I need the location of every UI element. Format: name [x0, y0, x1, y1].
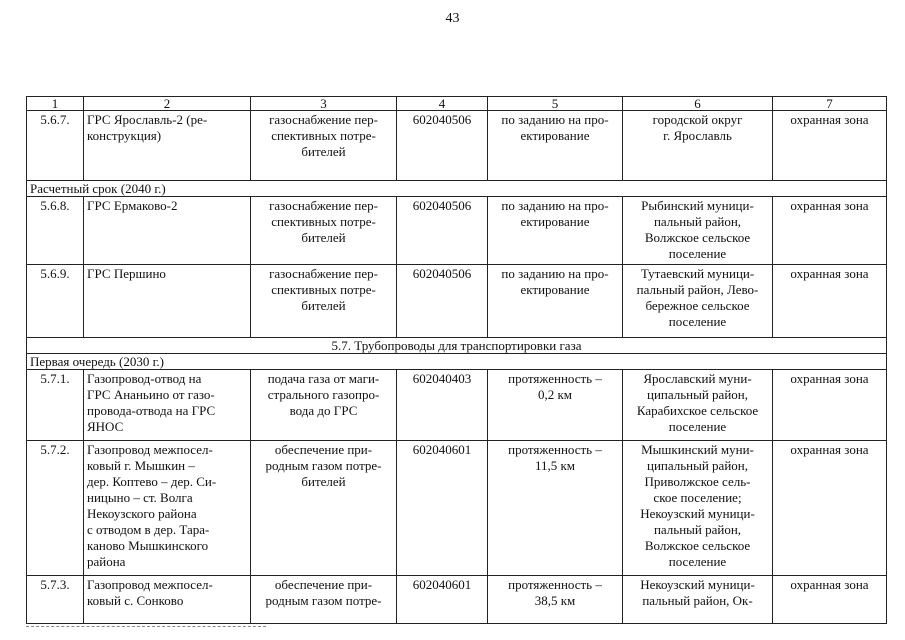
object-purpose-line: бителей — [301, 144, 346, 159]
object-parameters-line: по заданию на про- — [501, 112, 609, 127]
object-name — [84, 197, 251, 265]
zone-type: охранная зона — [773, 576, 887, 624]
row-number: 5.6.8. — [27, 197, 84, 265]
object-location-line: г. Ярославль — [663, 128, 732, 143]
object-location — [623, 441, 773, 576]
data-table — [26, 96, 887, 624]
object-purpose-line: родным газом потре- — [265, 458, 382, 473]
object-purpose-line: родным газом потре- — [265, 593, 382, 608]
object-parameters — [488, 441, 623, 576]
object-parameters — [488, 265, 623, 338]
header-row — [27, 97, 887, 111]
row-number: 5.7.1. — [27, 370, 84, 441]
object-location-line: ципальный район, — [646, 387, 748, 402]
object-name-line: дер. Коптево – дер. Си- — [87, 474, 217, 489]
page-number: 43 — [445, 11, 460, 26]
object-name-line: конструкция) — [87, 128, 162, 143]
zone-type: охранная зона — [773, 111, 887, 181]
object-purpose-line: бителей — [301, 230, 346, 245]
object-code: 602040601 — [397, 576, 488, 624]
object-name — [84, 576, 251, 624]
object-location-line: Мышкинский муни- — [641, 442, 754, 457]
object-parameters-line: протяженность – — [508, 442, 602, 457]
zone-type: охранная зона — [773, 197, 887, 265]
row-number: 5.6.9. — [27, 265, 84, 338]
column-header: 1 — [27, 97, 84, 111]
column-header: 5 — [488, 97, 623, 111]
object-location — [623, 265, 773, 338]
object-name — [84, 111, 251, 181]
object-code: 602040403 — [397, 370, 488, 441]
object-name-line: Некоузского района — [87, 506, 197, 521]
object-parameters — [488, 370, 623, 441]
object-purpose-line: стрального газопро- — [267, 387, 380, 402]
zone-type: охранная зона — [773, 265, 887, 338]
object-purpose — [251, 576, 397, 624]
object-code: 602040506 — [397, 197, 488, 265]
object-purpose-line: газоснабжение пер- — [269, 112, 378, 127]
section-title: Расчетный срок (2040 г.) — [27, 181, 887, 197]
object-name-line: провода-отвода на ГРС — [87, 403, 216, 418]
object-parameters-line: 0,2 км — [537, 387, 573, 402]
object-name-line: ГРС Першино — [87, 266, 166, 281]
object-location-line: ципальный район, — [646, 458, 748, 473]
object-name-line: с отводом в дер. Тара- — [87, 522, 210, 537]
object-location-line: Волжское сельское — [644, 538, 751, 553]
object-parameters-line: ектирование — [520, 128, 590, 143]
object-name-line: ГРС Ярославль-2 (ре- — [87, 112, 208, 127]
object-location-line: Приволжское сель- — [644, 474, 751, 489]
object-name — [84, 441, 251, 576]
object-purpose-line: обеспечение при- — [274, 442, 373, 457]
object-parameters-line: по заданию на про- — [501, 198, 609, 213]
object-location-line: ское поселение; — [653, 490, 742, 505]
object-purpose-line: спективных потре- — [271, 214, 376, 229]
object-location — [623, 197, 773, 265]
object-purpose — [251, 197, 397, 265]
zone-type: охранная зона — [773, 441, 887, 576]
object-parameters — [488, 576, 623, 624]
object-parameters-line: ектирование — [520, 282, 590, 297]
object-purpose-line: газоснабжение пер- — [269, 266, 378, 281]
object-name-line: ницыно – ст. Волга — [87, 490, 193, 505]
section-row — [27, 338, 887, 354]
object-location-line: Тутаевский муници- — [640, 266, 755, 281]
object-name-line: Газопровод межпосел- — [87, 442, 213, 457]
object-parameters-line: 11,5 км — [534, 458, 576, 473]
object-location-line: поселение — [668, 419, 727, 434]
object-location-line: поселение — [668, 246, 727, 261]
section-row — [27, 181, 887, 197]
object-name — [84, 265, 251, 338]
object-purpose-line: бителей — [301, 474, 346, 489]
object-location-line: пальный район, Ок- — [642, 593, 753, 608]
object-purpose-line: бителей — [301, 298, 346, 313]
footer-rule — [26, 626, 266, 627]
object-location-line: пальный район, — [653, 522, 742, 537]
object-name-line: ковый г. Мышкин – — [87, 458, 195, 473]
object-location-line: бережное сельское — [645, 298, 750, 313]
object-purpose — [251, 370, 397, 441]
object-purpose-line: подача газа от маги- — [267, 371, 380, 386]
object-name-line: Газопровод межпосел- — [87, 577, 213, 592]
object-location-line: пальный район, Лево- — [636, 282, 759, 297]
column-header: 7 — [773, 97, 887, 111]
section-title: 5.7. Трубопроводы для транспортировки газа — [27, 338, 887, 354]
object-purpose-line: спективных потре- — [271, 128, 376, 143]
object-purpose — [251, 111, 397, 181]
zone-type: охранная зона — [773, 370, 887, 441]
object-location — [623, 576, 773, 624]
table-row — [27, 370, 887, 441]
object-location-line: городской округ — [652, 112, 743, 127]
object-purpose-line: обеспечение при- — [274, 577, 373, 592]
object-location — [623, 111, 773, 181]
object-location-line: Ярославский муни- — [643, 371, 752, 386]
object-name-line: ЯНОС — [87, 419, 124, 434]
object-location-line: поселение — [668, 554, 727, 569]
table-row — [27, 441, 887, 576]
table-row — [27, 576, 887, 624]
row-number: 5.6.7. — [27, 111, 84, 181]
object-purpose — [251, 265, 397, 338]
column-header: 4 — [397, 97, 488, 111]
object-location-line: Карабихское сельское — [636, 403, 759, 418]
object-location-line: поселение — [668, 314, 727, 329]
object-code: 602040506 — [397, 265, 488, 338]
object-purpose-line: вода до ГРС — [289, 403, 358, 418]
object-parameters-line: 38,5 км — [534, 593, 576, 608]
column-header: 3 — [251, 97, 397, 111]
object-parameters — [488, 111, 623, 181]
object-name-line: ГРС Ананьино от газо- — [87, 387, 215, 402]
object-code: 602040506 — [397, 111, 488, 181]
object-location-line: Рыбинский муници- — [641, 198, 754, 213]
row-number: 5.7.2. — [27, 441, 84, 576]
table-row — [27, 111, 887, 181]
object-name-line: ГРС Ермаково-2 — [87, 198, 178, 213]
column-header: 6 — [623, 97, 773, 111]
object-location-line: Волжское сельское — [644, 230, 751, 245]
object-location-line: пальный район, — [653, 214, 742, 229]
object-parameters-line: по заданию на про- — [501, 266, 609, 281]
object-parameters-line: протяженность – — [508, 371, 602, 386]
object-name-line: района — [87, 554, 126, 569]
table-row — [27, 265, 887, 338]
object-name — [84, 370, 251, 441]
object-location — [623, 370, 773, 441]
object-name-line: ковый с. Сонково — [87, 593, 184, 608]
object-purpose-line: спективных потре- — [271, 282, 376, 297]
table-row — [27, 197, 887, 265]
object-purpose-line: газоснабжение пер- — [269, 198, 378, 213]
object-location-line: Некоузский муници- — [640, 577, 755, 592]
object-parameters — [488, 197, 623, 265]
object-location-line: Некоузский муници- — [640, 506, 755, 521]
object-parameters-line: ектирование — [520, 214, 590, 229]
object-purpose — [251, 441, 397, 576]
column-header: 2 — [84, 97, 251, 111]
object-name-line: Газопровод-отвод на — [87, 371, 202, 386]
object-code: 602040601 — [397, 441, 488, 576]
section-row — [27, 354, 887, 370]
section-title: Первая очередь (2030 г.) — [27, 354, 887, 370]
row-number: 5.7.3. — [27, 576, 84, 624]
object-name-line: каново Мышкинского — [87, 538, 209, 553]
table-body — [27, 97, 887, 624]
object-parameters-line: протяженность – — [508, 577, 602, 592]
